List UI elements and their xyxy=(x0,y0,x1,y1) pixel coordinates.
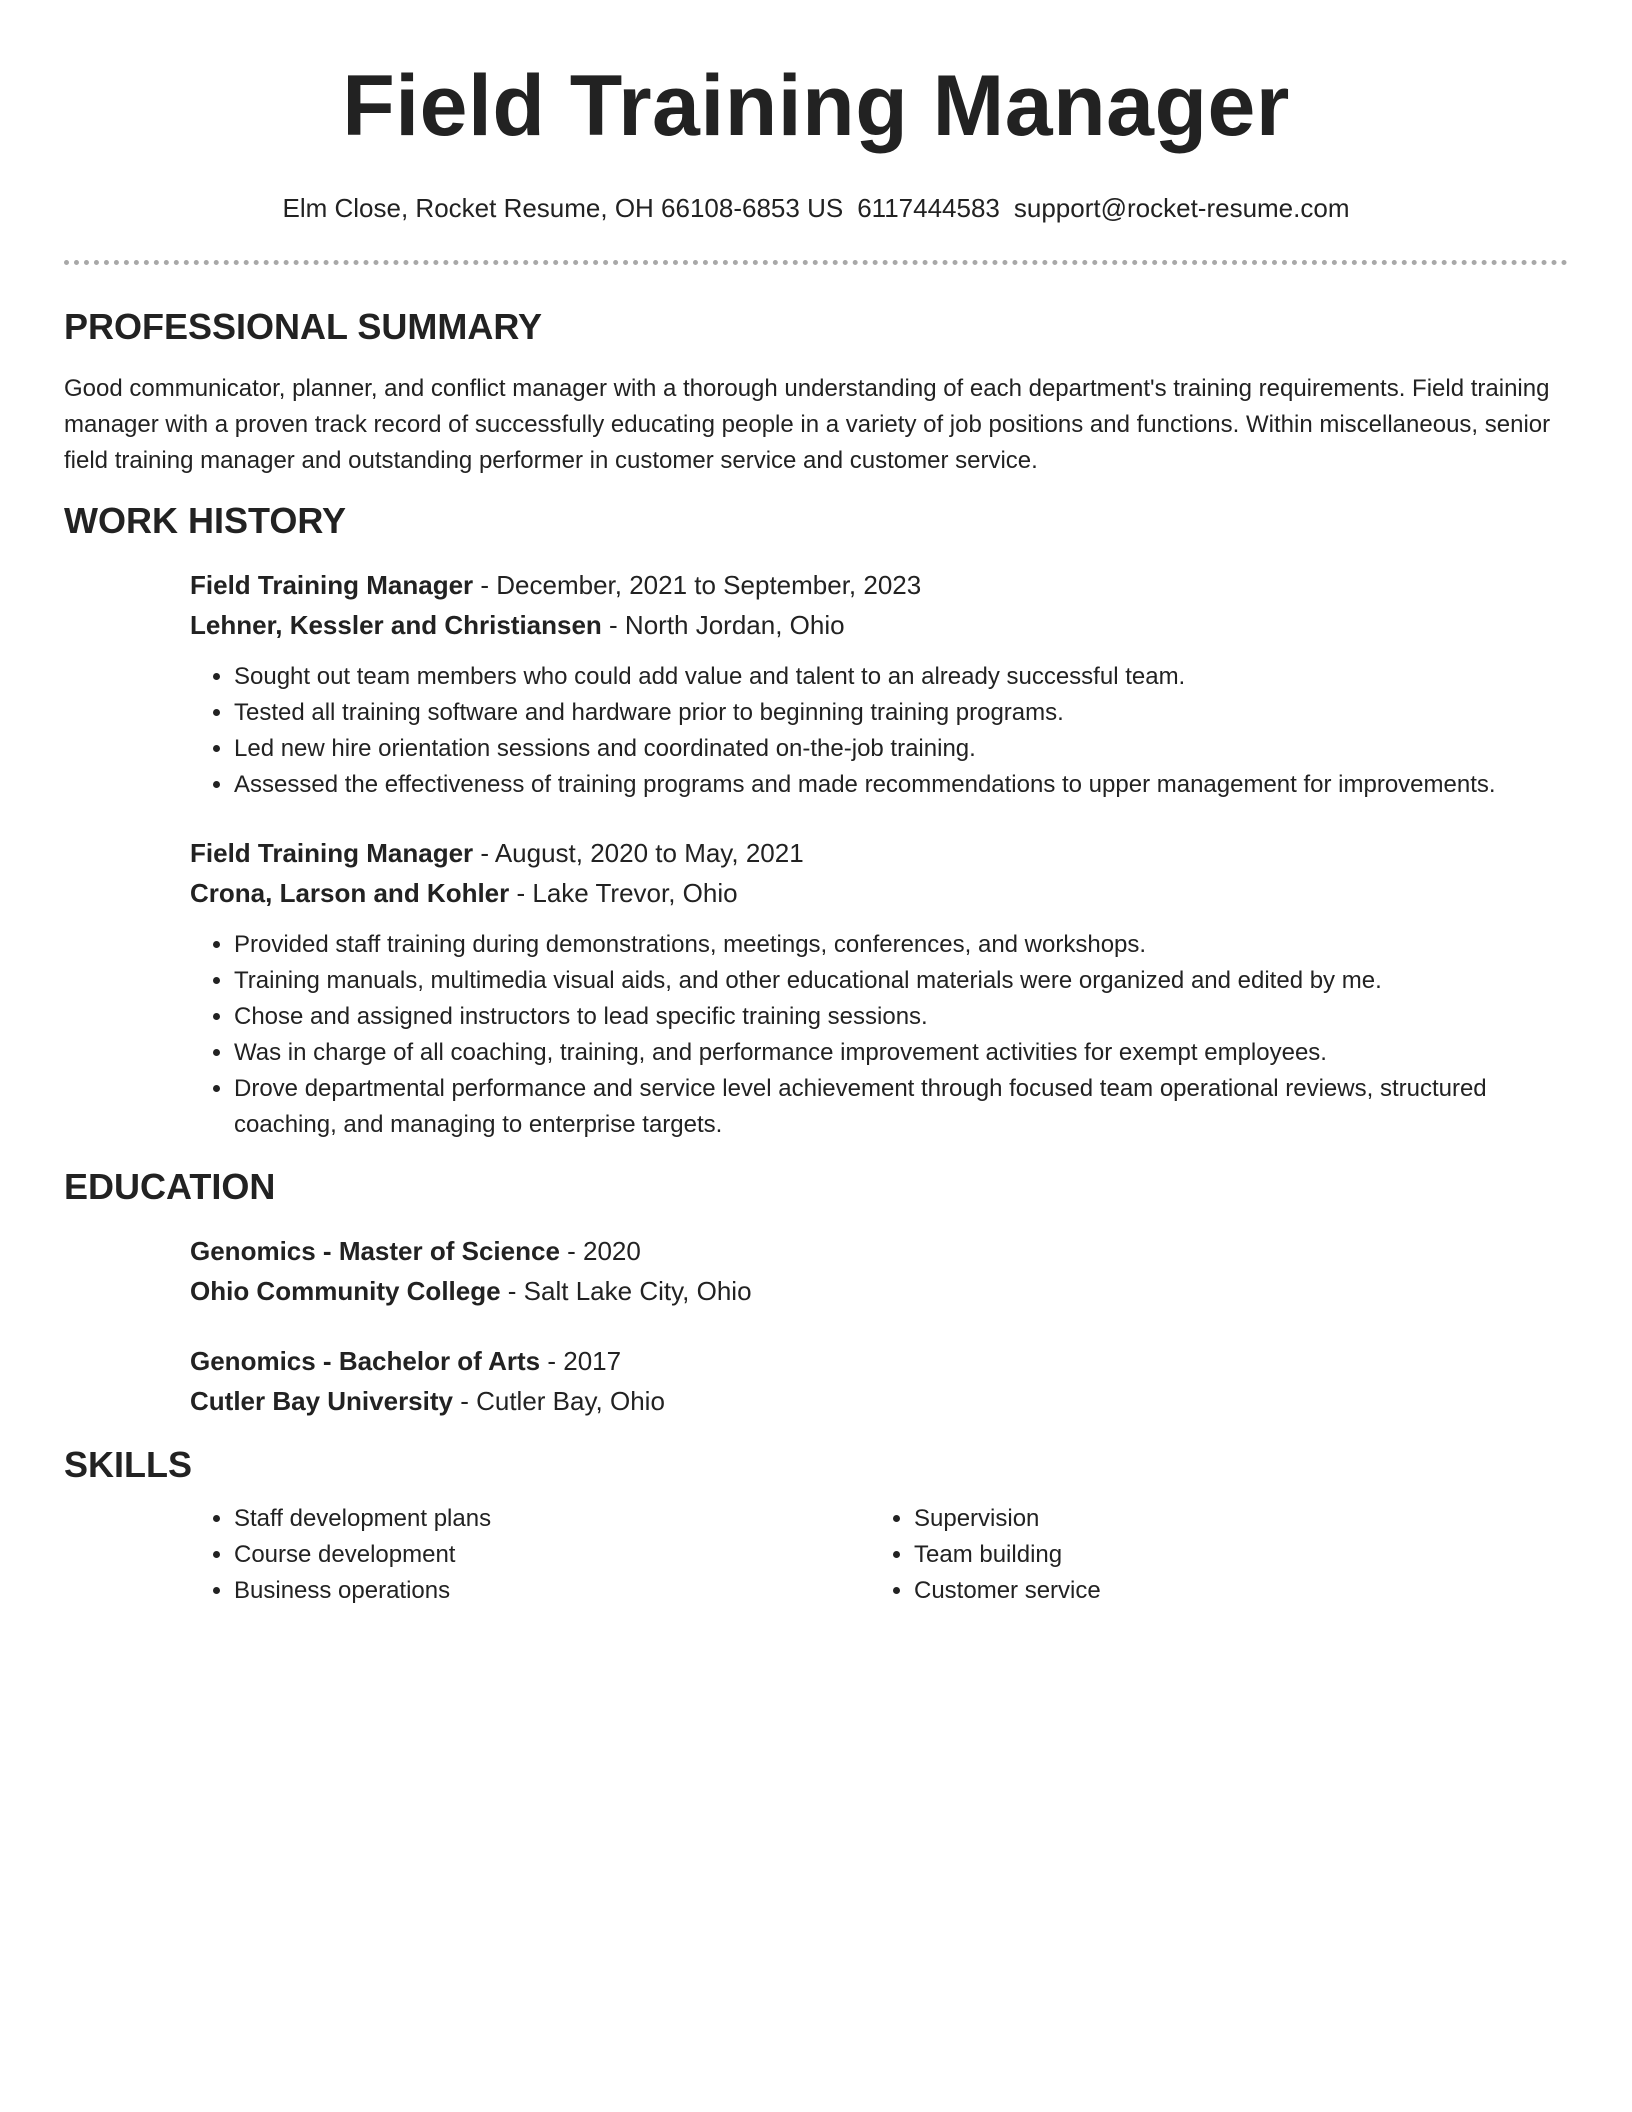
skills-column-right xyxy=(870,1501,1550,1609)
job-role: Field Training Manager xyxy=(190,838,474,868)
skills-column-left xyxy=(190,1501,870,1609)
skills-list-left xyxy=(190,1501,870,1609)
summary-heading: PROFESSIONAL SUMMARY xyxy=(64,306,543,347)
job-bullet: • Assessed the effectiveness of training programs and made recommendations to upper management for improvements. xyxy=(234,767,1568,803)
skill-item: • Team building xyxy=(914,1537,1550,1573)
job-bullet: • Provided staff training during demonstrations, meetings, conferences, and workshops. xyxy=(234,927,1568,963)
education-location: - Salt Lake City, Ohio xyxy=(500,1276,752,1306)
skills-heading: SKILLS xyxy=(64,1444,193,1485)
skill-item: • Supervision xyxy=(914,1501,1550,1537)
resume-name: Field Training Manager xyxy=(342,58,1290,154)
job-location: - North Jordan, Ohio xyxy=(601,610,845,640)
education-entry xyxy=(190,1231,1568,1311)
job-bullet: • Drove departmental performance and service level achievement through focused team operational reviews, structured coaching, and managing to enterprise targets. xyxy=(234,1071,1568,1143)
job-dates: - December, 2021 to September, 2023 xyxy=(473,570,922,600)
job-company-line xyxy=(190,605,1568,645)
job-company-line xyxy=(190,873,1568,913)
summary-text: Good communicator, planner, and conflict manager with a thorough understanding of each department's training requirements. Field training manager with a proven track record of successfully educating people in a variety of job positions and functions. Within miscellaneous, senior field training manager and outstanding performer in customer service and customer service. xyxy=(64,375,1551,474)
job-bullet: • Led new hire orientation sessions and coordinated on-the-job training. xyxy=(234,731,1568,767)
contact-phone: 6117444583 xyxy=(857,193,1000,223)
job-bullet: • Tested all training software and hardware prior to beginning training programs. xyxy=(234,695,1568,731)
header-divider xyxy=(64,260,1568,265)
education-heading: EDUCATION xyxy=(64,1166,276,1207)
job-bullet: • Training manuals, multimedia visual aids, and other educational materials were organized and edited by me. xyxy=(234,963,1568,999)
job-bullets xyxy=(190,927,1568,1143)
skills-grid xyxy=(190,1501,1568,1609)
education-school-line xyxy=(190,1271,1568,1311)
education-degree: Genomics - Bachelor of Arts xyxy=(190,1346,541,1376)
contact-address: Elm Close, Rocket Resume, OH 66108-6853 US xyxy=(282,193,844,223)
education-school-line xyxy=(190,1381,1568,1421)
skill-item: • Staff development plans xyxy=(234,1501,870,1537)
skill-item: • Course development xyxy=(234,1537,870,1573)
job-bullet: • Was in charge of all coaching, training, and performance improvement activities for exempt employees. xyxy=(234,1035,1568,1071)
job-role: Field Training Manager xyxy=(190,570,474,600)
job-bullets xyxy=(190,659,1568,803)
education-degree: Genomics - Master of Science xyxy=(190,1236,560,1266)
education-degree-line xyxy=(190,1231,1568,1271)
job-company: Lehner, Kessler and Christiansen xyxy=(190,610,602,640)
job-title-line xyxy=(190,833,1568,873)
education-school: Ohio Community College xyxy=(190,1276,501,1306)
education-school: Cutler Bay University xyxy=(190,1386,453,1416)
job-location: - Lake Trevor, Ohio xyxy=(509,878,738,908)
education-year: - 2020 xyxy=(559,1236,641,1266)
skill-item: • Business operations xyxy=(234,1573,870,1609)
work-history-heading: WORK HISTORY xyxy=(64,500,347,541)
contact-email: support@rocket-resume.com xyxy=(1013,193,1350,223)
education-entry xyxy=(190,1341,1568,1421)
job-entry xyxy=(190,565,1568,803)
job-bullet: • Sought out team members who could add value and talent to an already successful team. xyxy=(234,659,1568,695)
skill-item: • Customer service xyxy=(914,1573,1550,1609)
skills-list-right xyxy=(870,1501,1550,1609)
job-company: Crona, Larson and Kohler xyxy=(190,878,510,908)
job-dates: - August, 2020 to May, 2021 xyxy=(473,838,804,868)
education-degree-line xyxy=(190,1341,1568,1381)
job-bullet: • Chose and assigned instructors to lead specific training sessions. xyxy=(234,999,1568,1035)
education-location: - Cutler Bay, Ohio xyxy=(452,1386,665,1416)
job-title-line xyxy=(190,565,1568,605)
contact-line xyxy=(64,190,1568,226)
education-year: - 2017 xyxy=(540,1346,622,1376)
job-entry xyxy=(190,833,1568,1143)
